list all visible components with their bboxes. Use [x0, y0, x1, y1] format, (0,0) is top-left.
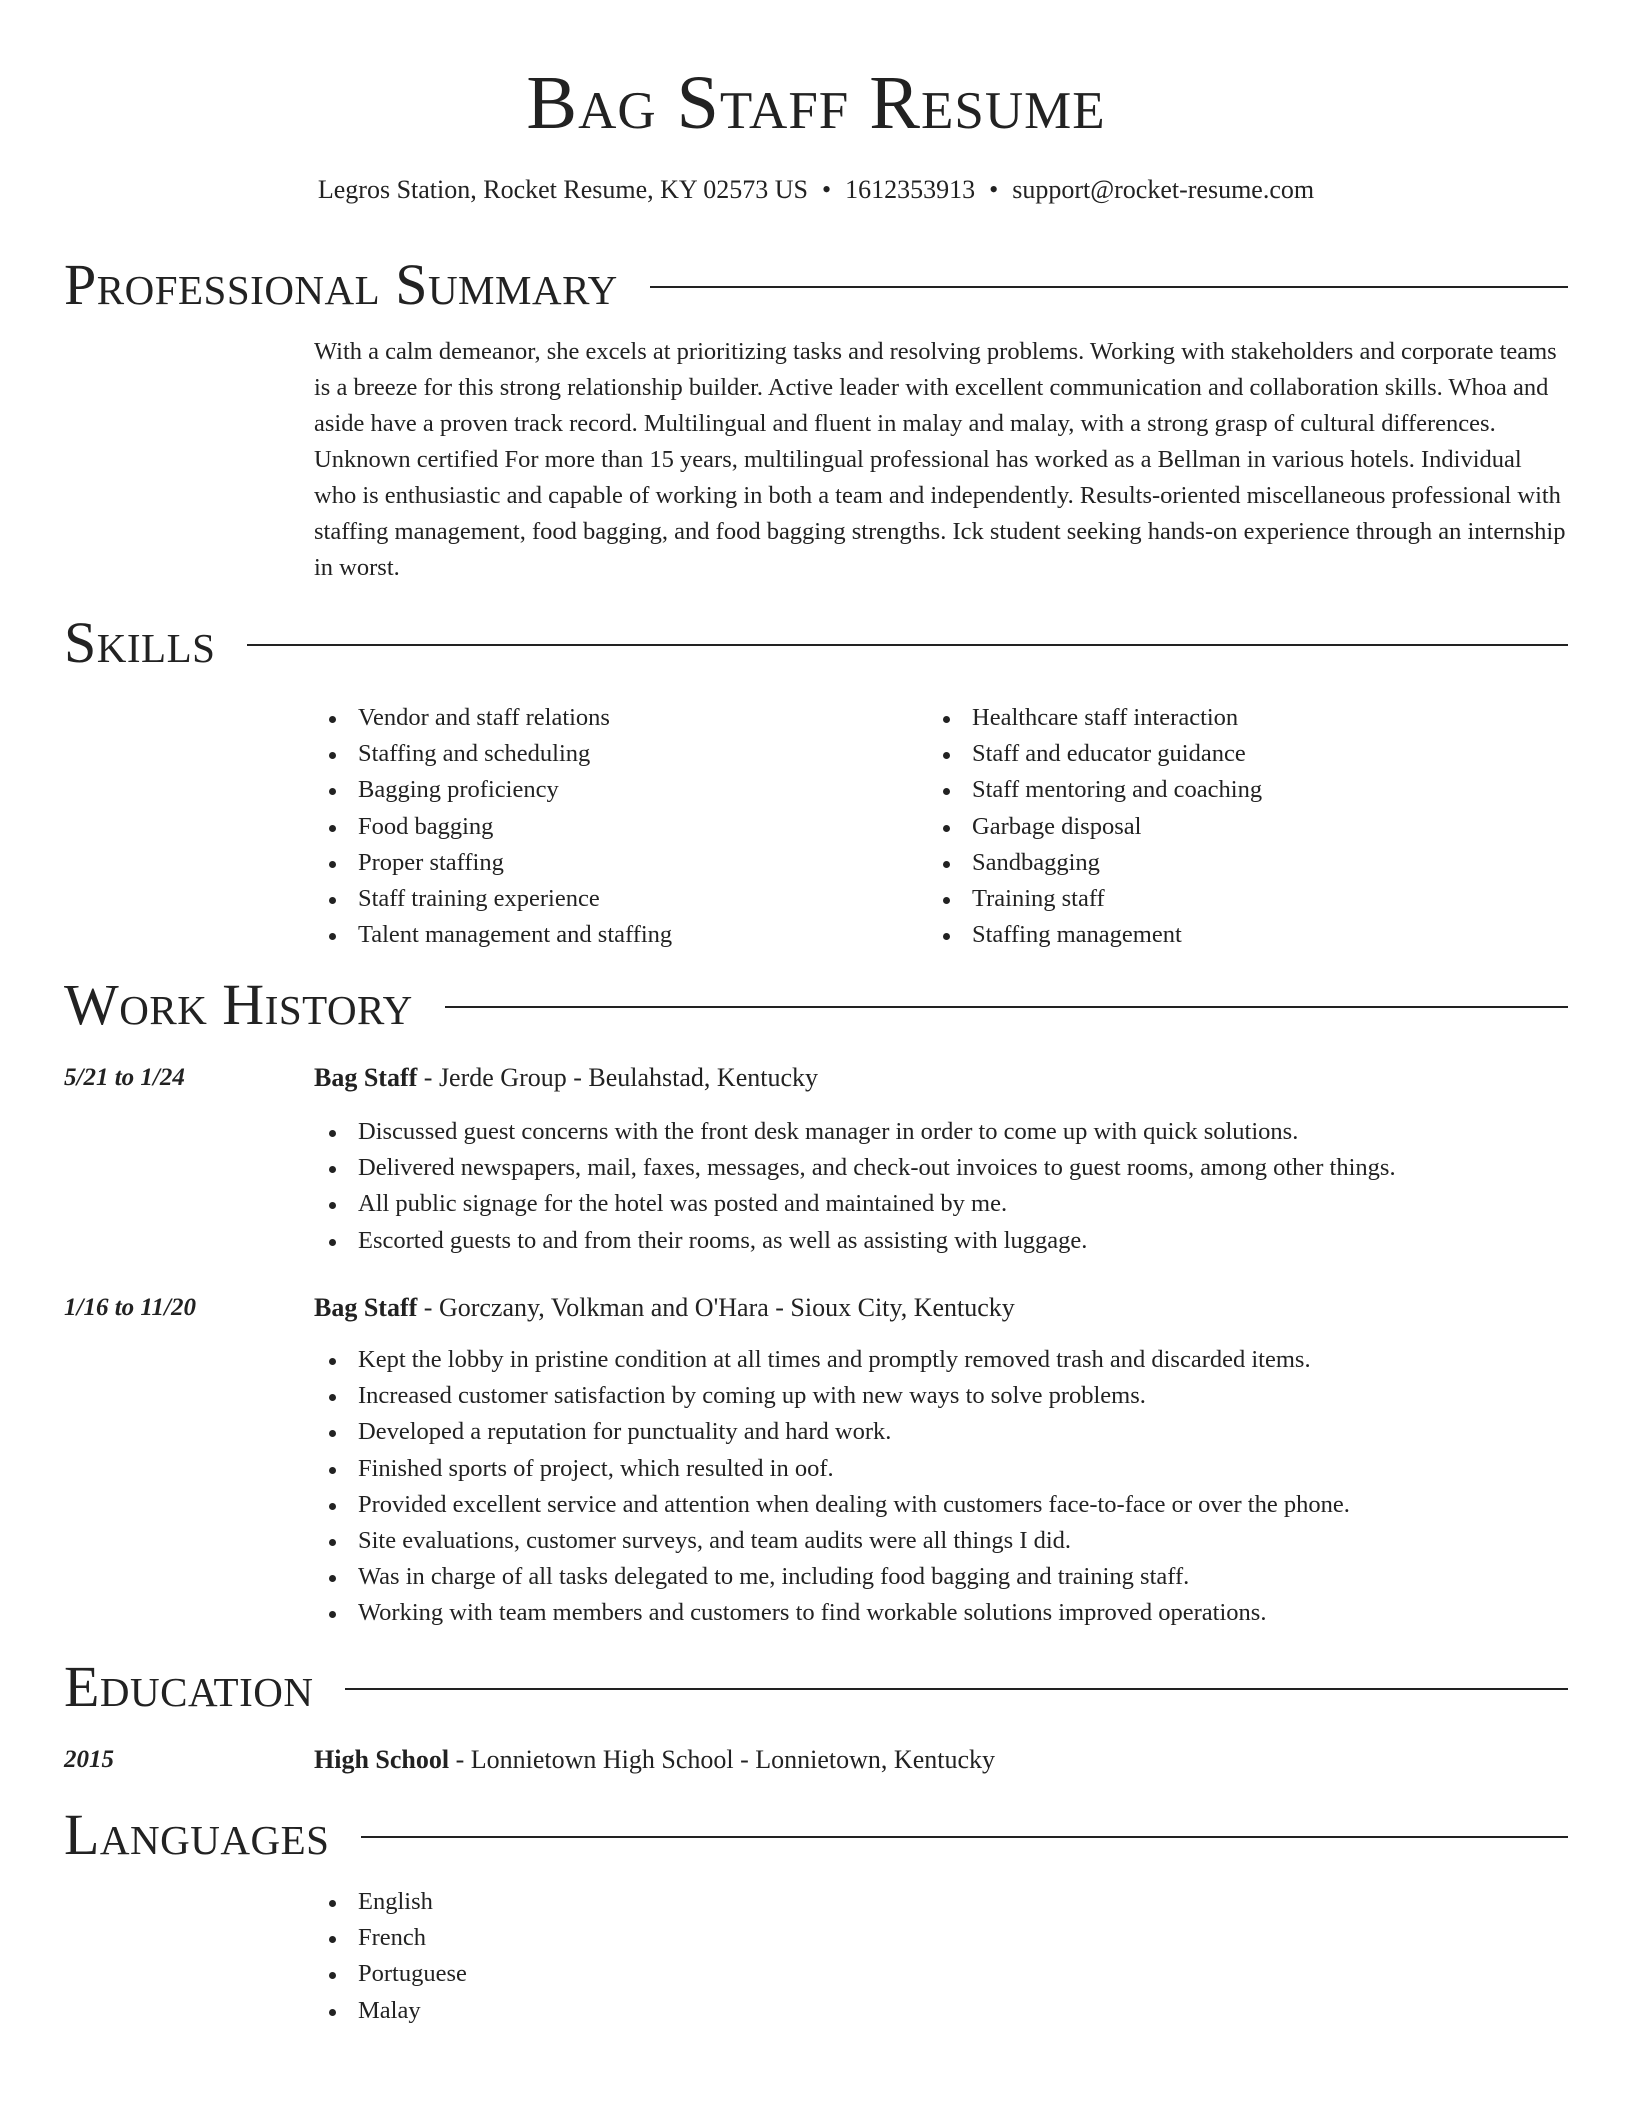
- contact-email: support@rocket-resume.com: [1012, 175, 1315, 204]
- skills-heading: Skills: [64, 610, 216, 675]
- summary-body: [314, 334, 1568, 586]
- education-year: 2015: [64, 1746, 114, 1773]
- contact-separator: •: [821, 175, 832, 204]
- section-divider: [345, 1688, 1568, 1690]
- work-section-header: [64, 970, 1568, 1040]
- education-line: [314, 1742, 995, 1778]
- resume-title: Bag Staff Resume: [526, 61, 1106, 145]
- job-bullet: Escorted guests to and from their rooms, as well as assisting with luggage.: [314, 1223, 1568, 1259]
- skill-item: Staff mentoring and coaching: [928, 772, 1262, 808]
- skill-item: Staffing and scheduling: [314, 736, 672, 772]
- job-bullet: Developed a reputation for punctuality and hard work.: [314, 1414, 1568, 1450]
- skill-item: Training staff: [928, 881, 1262, 917]
- education-heading: Education: [64, 1654, 314, 1719]
- languages-section-header: [64, 1800, 1568, 1870]
- job-bullet: Was in charge of all tasks delegated to me, including food bagging and training staff.: [314, 1559, 1568, 1595]
- job-bullet: Kept the lobby in pristine condition at all times and promptly removed trash and discarded items.: [314, 1342, 1568, 1378]
- summary-heading: Professional Summary: [64, 252, 618, 317]
- skill-item: Food bagging: [314, 809, 672, 845]
- section-divider: [445, 1006, 1568, 1008]
- skill-item: Staff and educator guidance: [928, 736, 1262, 772]
- skills-list-right: [928, 700, 1262, 953]
- skill-item: Talent management and staffing: [314, 917, 672, 953]
- job-bullets: [314, 1342, 1568, 1632]
- section-divider: [650, 286, 1568, 288]
- language-item: Malay: [314, 1993, 1568, 2029]
- education-section-header: [64, 1652, 1568, 1722]
- skill-item: Healthcare staff interaction: [928, 700, 1262, 736]
- job-bullet: All public signage for the hotel was posted and maintained by me.: [314, 1186, 1568, 1222]
- skills-list-left: [314, 700, 672, 953]
- section-divider: [247, 644, 1568, 646]
- job-bullets: [314, 1114, 1568, 1259]
- job-bullet: Site evaluations, customer surveys, and team audits were all things I did.: [314, 1523, 1568, 1559]
- work-heading: Work History: [64, 972, 413, 1037]
- job-bullet: Finished sports of project, which resulted in oof.: [314, 1451, 1568, 1487]
- summary-section-header: [64, 250, 1568, 320]
- skill-item: Sandbagging: [928, 845, 1262, 881]
- job-title-line: [314, 1290, 1015, 1326]
- job-details: - Gorczany, Volkman and O'Hara - Sioux City, Kentucky: [417, 1293, 1015, 1322]
- contact-line: [0, 174, 1632, 206]
- language-item: English: [314, 1884, 1568, 1920]
- skill-item: Proper staffing: [314, 845, 672, 881]
- education-degree: High School: [314, 1745, 450, 1774]
- contact-phone: 1612353913: [845, 175, 976, 204]
- language-item: French: [314, 1920, 1568, 1956]
- skill-item: Staffing management: [928, 917, 1262, 953]
- skill-item: Garbage disposal: [928, 809, 1262, 845]
- skill-item: Staff training experience: [314, 881, 672, 917]
- job-bullet: Increased customer satisfaction by coming up with new ways to solve problems.: [314, 1378, 1568, 1414]
- job-details: - Jerde Group - Beulahstad, Kentucky: [417, 1063, 818, 1092]
- job-bullet: Provided excellent service and attention when dealing with customers face-to-face or over the phone.: [314, 1487, 1568, 1523]
- summary-text: With a calm demeanor, she excels at prioritizing tasks and resolving problems. Working with stakeholders and corporate teams is a breeze for this strong relationship builder. Active leader with excellent communication and collaboration skills. Whoa and aside have a proven track record. Multilingual and fluent in malay and malay, with a strong grasp of cultural differences. Unknown certified For more than 15 years, multilingual professional has worked as a Bellman in various hotels. Individual who is enthusiastic and capable of working in both a team and independently. Results-oriented miscellaneous professional with staffing management, food bagging, and food bagging strengths. Ick student seeking hands-on experience through an internship in worst.: [314, 338, 1566, 581]
- skill-item: Bagging proficiency: [314, 772, 672, 808]
- section-divider: [361, 1836, 1568, 1838]
- languages-list: [314, 1884, 1568, 2029]
- skill-item: Vendor and staff relations: [314, 700, 672, 736]
- job-bullet: Working with team members and customers to find workable solutions improved operations.: [314, 1595, 1568, 1631]
- skills-section-header: [64, 608, 1568, 678]
- languages-heading: Languages: [64, 1802, 330, 1867]
- language-item: Portuguese: [314, 1956, 1568, 1992]
- job-bullet: Discussed guest concerns with the front desk manager in order to come up with quick solutions.: [314, 1114, 1568, 1150]
- job-dates: 5/21 to 1/24: [64, 1064, 185, 1091]
- education-details: - Lonnietown High School - Lonnietown, Kentucky: [449, 1745, 996, 1774]
- contact-address: Legros Station, Rocket Resume, KY 02573 US: [317, 175, 808, 204]
- job-role: Bag Staff: [314, 1063, 418, 1092]
- job-title-line: [314, 1060, 818, 1096]
- job-role: Bag Staff: [314, 1293, 418, 1322]
- job-bullet: Delivered newspapers, mail, faxes, messages, and check-out invoices to guest rooms, among other things.: [314, 1150, 1568, 1186]
- contact-separator: •: [989, 175, 999, 204]
- job-dates: 1/16 to 11/20: [64, 1294, 196, 1321]
